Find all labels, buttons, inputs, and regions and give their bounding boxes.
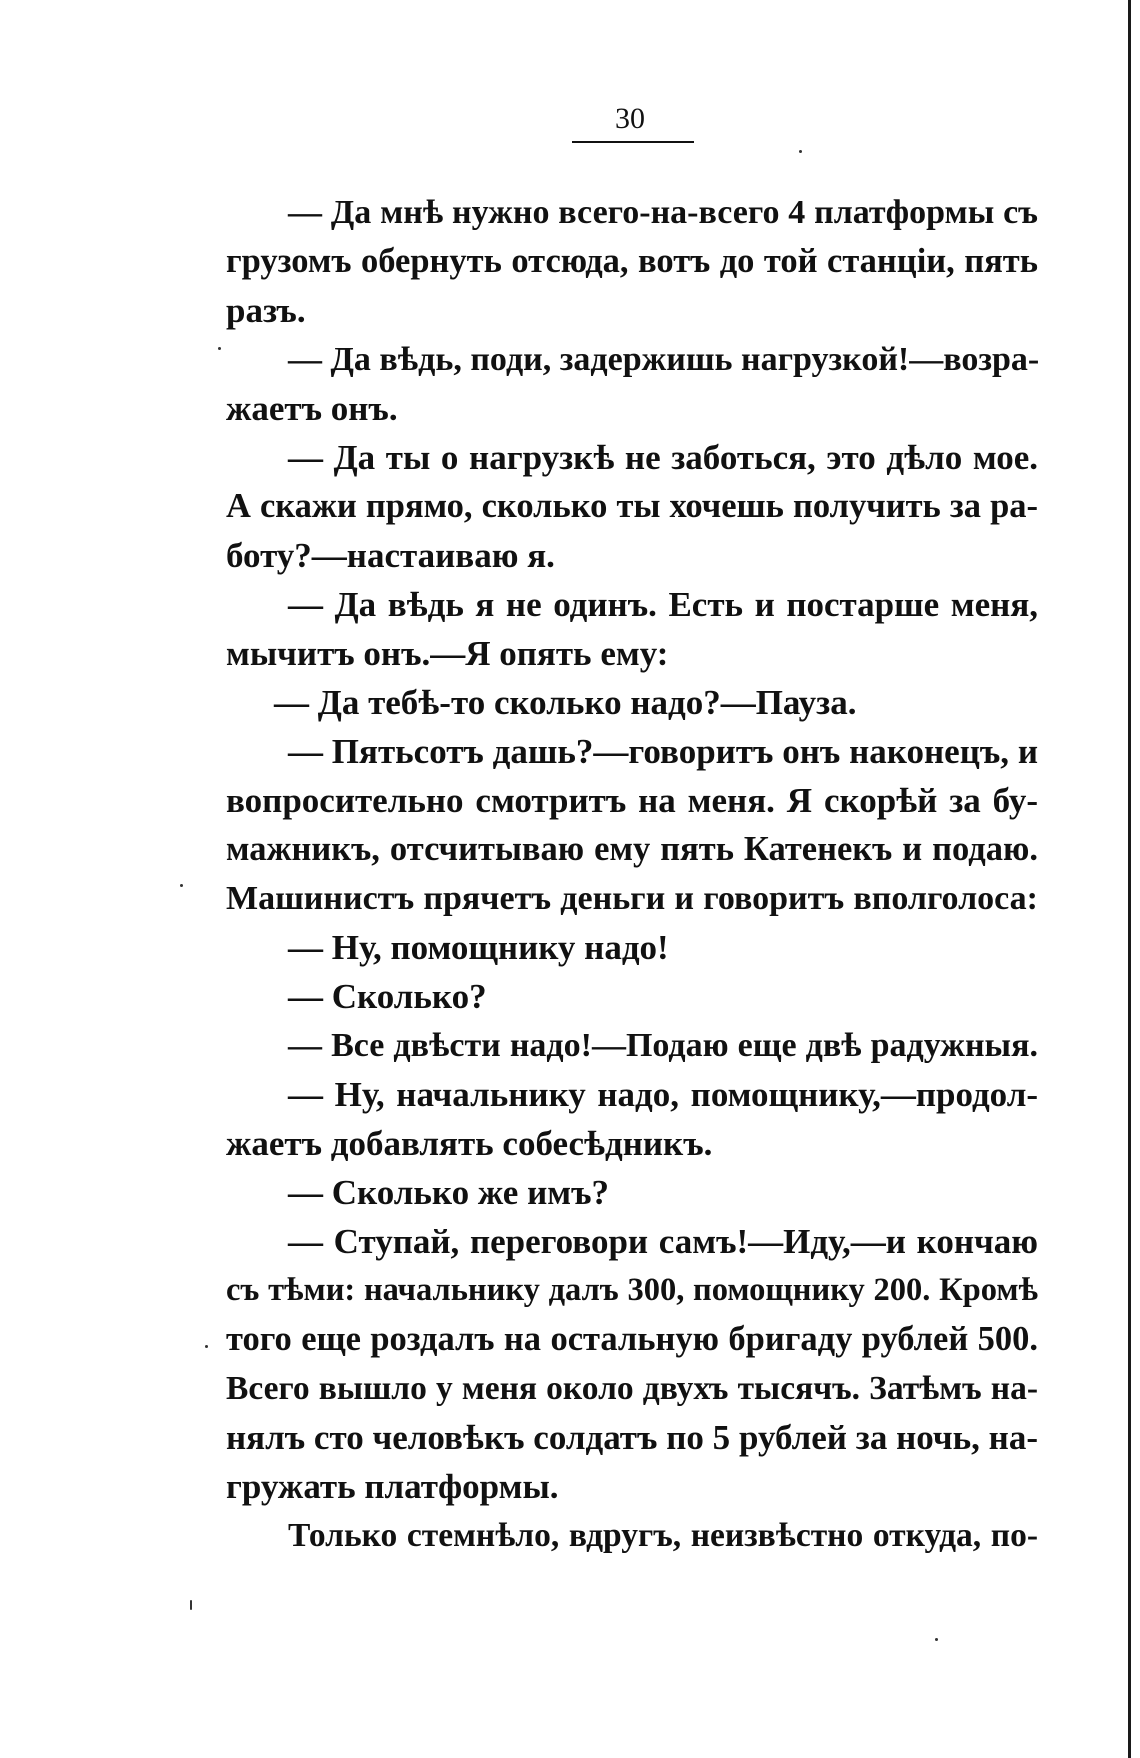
- text-line: жаетъ добавлять собесѣдникъ.: [226, 1124, 713, 1163]
- page-edge-shadow: [1128, 0, 1131, 1758]
- print-speck: [205, 1345, 208, 1348]
- text-line: — Да тебѣ-то сколько надо?—Пауза.: [274, 683, 857, 722]
- print-speck: [190, 1600, 192, 1610]
- text-line: вопросительно смотритъ на меня. Я скорѣй за бу-: [226, 781, 1038, 820]
- text-line: — Да ты о нагрузкѣ не заботься, это дѣло мое.: [288, 438, 1038, 477]
- text-line: мажникъ, отсчитываю ему пять Катенекъ и подаю.: [226, 830, 1038, 868]
- text-line: мычитъ онъ.—Я опять ему:: [226, 634, 669, 673]
- print-speck: [935, 1638, 938, 1641]
- text-line: Только стемнѣло, вдругъ, неизвѣстно откуда, по-: [288, 1517, 1038, 1554]
- text-line: — Да мнѣ нужно всего-на-всего 4 платформы съ: [288, 194, 1038, 231]
- text-line: жаетъ онъ.: [226, 389, 398, 428]
- text-line: съ тѣми: начальнику далъ 300, помощнику 200. Кромѣ: [226, 1272, 1038, 1308]
- print-speck: [180, 884, 183, 887]
- text-line: нялъ сто человѣкъ солдатъ по 5 рублей за ночь, на-: [226, 1418, 1038, 1457]
- page-number: 30: [615, 102, 645, 135]
- text-line: Всего вышло у меня около двухъ тысячъ. Затѣмъ на-: [226, 1370, 1038, 1407]
- text-line: — Ну, начальнику надо, помощнику,—продол-: [288, 1075, 1038, 1114]
- text-line: — Ну, помощнику надо!: [288, 928, 669, 967]
- print-speck: [799, 150, 802, 153]
- text-line: грузомъ обернуть отсюда, вотъ до той станціи, пять: [226, 242, 1038, 280]
- page-number-rule: [572, 141, 694, 143]
- text-line: — Да вѣдь я не одинъ. Есть и постарше меня,: [288, 585, 1038, 624]
- print-speck: [218, 347, 221, 350]
- text-line: — Сколько же имъ?: [288, 1173, 609, 1212]
- text-line: А скажи прямо, сколько ты хочешь получить за ра-: [226, 487, 1038, 525]
- text-line: — Да вѣдь, поди, задержишь нагрузкой!—возра-: [288, 341, 1040, 378]
- text-line: — Все двѣсти надо!—Подаю еще двѣ радужныя.: [288, 1027, 1038, 1064]
- page-text-body: [226, 188, 1038, 1560]
- text-line: Машинистъ прячетъ деньги и говоритъ вполголоса:: [226, 880, 1038, 917]
- text-line: — Пятьсотъ дашь?—говоритъ онъ наконецъ, и: [288, 732, 1038, 771]
- text-line: — Сколько?: [288, 977, 487, 1016]
- text-line: разъ.: [226, 291, 306, 330]
- text-line: — Ступай, переговори самъ!—Иду,—и кончаю: [288, 1222, 1038, 1261]
- text-line: гружать платформы.: [226, 1467, 559, 1506]
- text-line: того еще роздалъ на остальную бригаду рублей 500.: [226, 1320, 1038, 1358]
- text-line: боту?—настаиваю я.: [226, 536, 555, 575]
